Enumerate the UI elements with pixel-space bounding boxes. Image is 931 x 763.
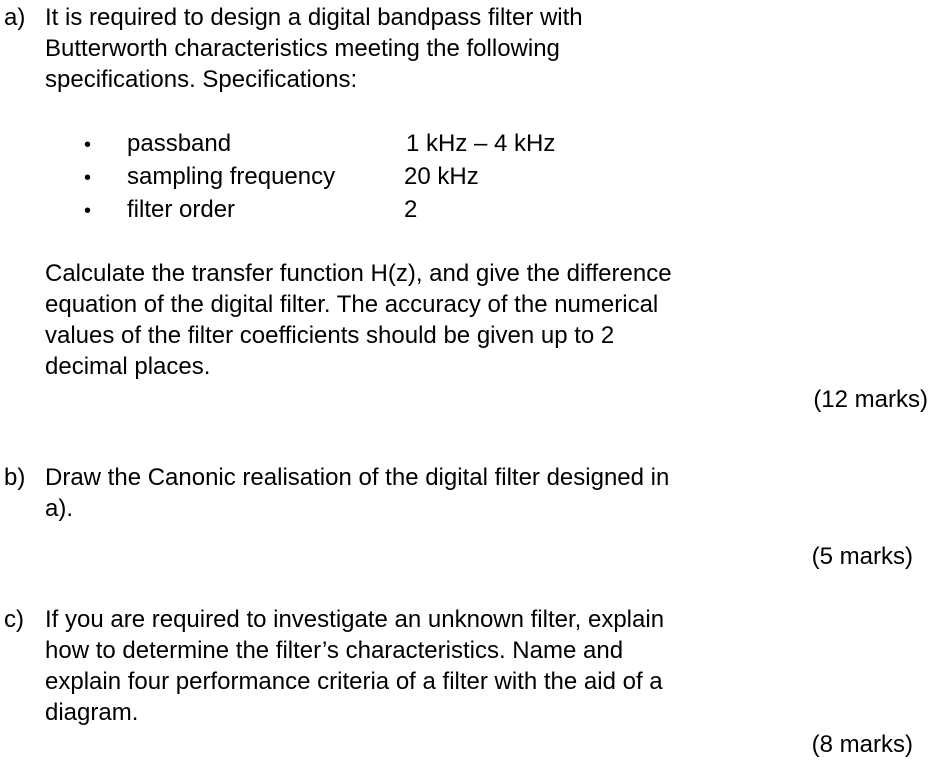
question-a-task-line-3: values of the filter coefficients should be given up to 2	[45, 322, 615, 349]
question-a-task-line-2: equation of the digital filter. The accuracy of the numerical	[45, 291, 659, 318]
spec-value-sampling-frequency: 20 kHz	[404, 163, 479, 190]
question-c-label: c)	[4, 606, 24, 633]
question-c-line-1: If you are required to investigate an unknown filter, explain	[45, 606, 665, 633]
spec-name-sampling-frequency: sampling frequency	[127, 163, 336, 190]
spec-name-filter-order: filter order	[127, 196, 236, 223]
spec-bullet-1: •	[84, 134, 92, 156]
question-a-intro-line-1: It is required to design a digital bandpass filter with	[45, 4, 583, 31]
question-a-task-line-4: decimal places.	[45, 353, 211, 380]
question-c-line-2: how to determine the filter’s characteristics. Name and	[45, 637, 624, 664]
question-a-intro-line-3: specifications. Specifications:	[45, 66, 358, 93]
spec-bullet-2: •	[84, 167, 92, 189]
question-c-line-3: explain four performance criteria of a filter with the aid of a	[45, 668, 663, 695]
question-c-marks: (8 marks)	[811, 731, 913, 758]
question-a-task-line-1: Calculate the transfer function H(z), and give the difference	[45, 260, 672, 287]
question-c-line-4: diagram.	[45, 699, 139, 726]
spec-value-passband: 1 kHz – 4 kHz	[406, 130, 556, 157]
question-b-marks: (5 marks)	[811, 543, 913, 570]
question-a-marks: (12 marks)	[813, 386, 928, 413]
question-b-line-1: Draw the Canonic realisation of the digital filter designed in	[45, 464, 670, 491]
question-b-line-2: a).	[45, 495, 74, 522]
question-b-label: b)	[4, 464, 26, 491]
spec-bullet-3: •	[84, 200, 92, 222]
spec-name-passband: passband	[127, 130, 232, 157]
spec-value-filter-order: 2	[404, 196, 418, 223]
question-a-intro-line-2: Butterworth characteristics meeting the following	[45, 35, 560, 62]
question-a-label: a)	[4, 4, 26, 31]
